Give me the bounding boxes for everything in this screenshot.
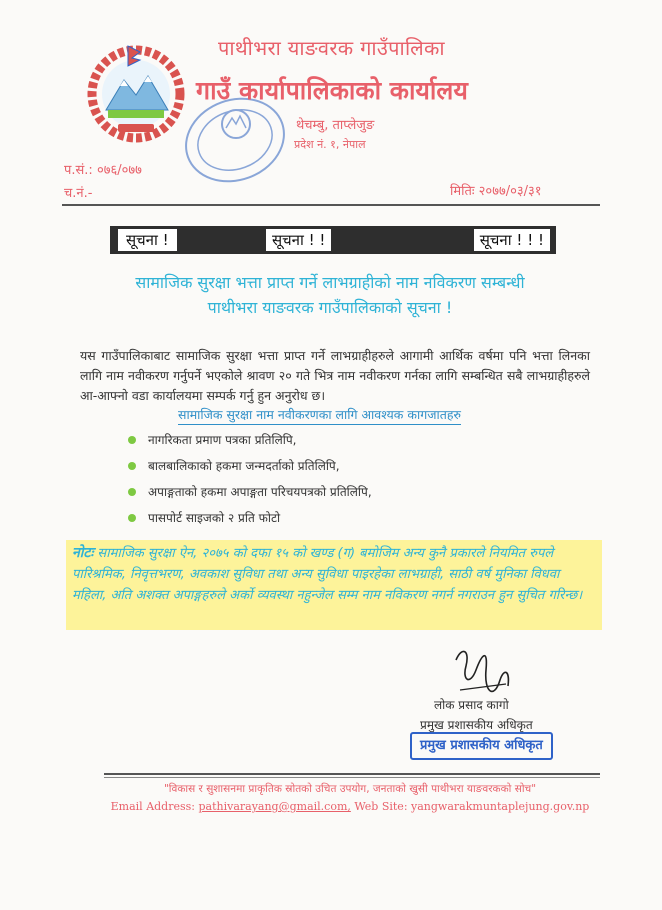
list-item: बालबालिकाको हकमा जन्मदर्ताको प्रतिलिपि, xyxy=(128,456,372,482)
signer-name: लोक प्रसाद कागो xyxy=(434,698,509,712)
list-item: पासपोर्ट साइजको २ प्रति फोटो xyxy=(128,508,372,534)
documents-title: सामाजिक सुरक्षा नाम नवीकरणका लागि आवश्यक कागजातहरु xyxy=(178,406,461,425)
dispatch-number: च.नं.- xyxy=(64,186,93,201)
bullet-icon xyxy=(128,488,136,496)
note-label: नोटः xyxy=(72,545,94,561)
signer-title: प्रमुख प्रशासकीय अधिकृत xyxy=(420,718,533,732)
footer-divider xyxy=(104,773,600,775)
note-text xyxy=(72,543,596,606)
office-province: प्रदेश नं. १, नेपाल xyxy=(294,138,366,151)
website-link[interactable]: yangwarakmuntaplejung.gov.np xyxy=(411,800,590,813)
notice-banner xyxy=(110,226,556,254)
website-label: Web Site: xyxy=(354,800,408,813)
banner-notice-3: सूचना ! ! ! xyxy=(474,229,550,251)
notice-date: मितिः २०७७/०३/३१ xyxy=(450,184,542,199)
office-location: थेचम्बु, ताप्लेजुङ xyxy=(296,118,375,133)
notice-headline xyxy=(90,270,570,320)
bullet-icon xyxy=(128,462,136,470)
org-name: पाथीभरा याङवरक गाउँपालिका xyxy=(218,36,445,60)
list-item: नागरिकता प्रमाण पत्रका प्रतिलिपि, xyxy=(128,430,372,456)
note-body: सामाजिक सुरक्षा ऐन, २०७५ को दफा १५ को खण्ड (ग) बमोजिम अन्य कुनै प्रकारले नियमित रुपले पारिश्रमिक, निवृत्तभरण, अवकाश सुविधा तथा अन्य सुविधा पाइरहेका लाभग्राही, साठी वर्ष मुनिका विधवा महिला, अति अशक्त अपाङ्गहरुले अर्को व्यवस्था नहुन्जेल सम्म नाम नविकरण नगर्न नगराउन हुन सुचित गरिन्छ। xyxy=(72,546,583,603)
list-item: अपाङ्गताको हकमा अपाङ्गता परिचयपत्रको प्रतिलिपि, xyxy=(128,482,372,508)
banner-notice-1: सूचना ! xyxy=(118,229,177,251)
notice-body: यस गाउँपालिकाबाट सामाजिक सुरक्षा भत्ता प्राप्त गर्ने लाभग्राहीहरुले आगामी आर्थिक वर्षमा पनि भत्ता लिनका लागि नाम नवीकरण गर्नुपर्ने भएकोले श्रावण २० गते भित्र नाम नवीकरण गर्नका लागि सम्बन्धित सबै लाभग्राहीहरुले आ-आफ्नो वडा कार्यालयमा सम्पर्क गर्नु हुन अनुरोध छ। xyxy=(80,348,590,403)
email-link[interactable]: pathivarayang@gmail.com, xyxy=(198,800,351,813)
header-divider xyxy=(62,204,600,206)
reference-number: प.सं.: ०७६/०७७ xyxy=(64,163,142,178)
headline-line-1: सामाजिक सुरक्षा भत्ता प्राप्त गर्ने लाभग्राहीको नाम नविकरण सम्बन्धी xyxy=(135,273,525,292)
nepal-emblem-icon xyxy=(84,40,188,144)
footer-divider-thin xyxy=(104,777,600,778)
designation-seal: प्रमुख प्रशासकीय अधिकृत xyxy=(410,732,553,760)
headline-line-2: पाथीभरा याङवरक गाउँपालिकाको सूचना ! xyxy=(207,298,453,317)
email-label: Email Address: xyxy=(110,800,195,813)
bullet-icon xyxy=(128,436,136,444)
documents-list xyxy=(128,430,372,534)
bullet-icon xyxy=(128,514,136,522)
banner-notice-2: सूचना ! ! xyxy=(266,229,331,251)
footer-motto: "विकास र सुशासनमा प्राकृतिक स्रोतको उचित उपयोग, जनताको खुसी पाथीभरा याङवरकको सोच" xyxy=(163,783,537,795)
office-name: गाउँ कार्यापालिकाको कार्यालय xyxy=(196,76,468,105)
footer-contact xyxy=(110,800,590,813)
office-stamp-icon xyxy=(180,94,290,186)
